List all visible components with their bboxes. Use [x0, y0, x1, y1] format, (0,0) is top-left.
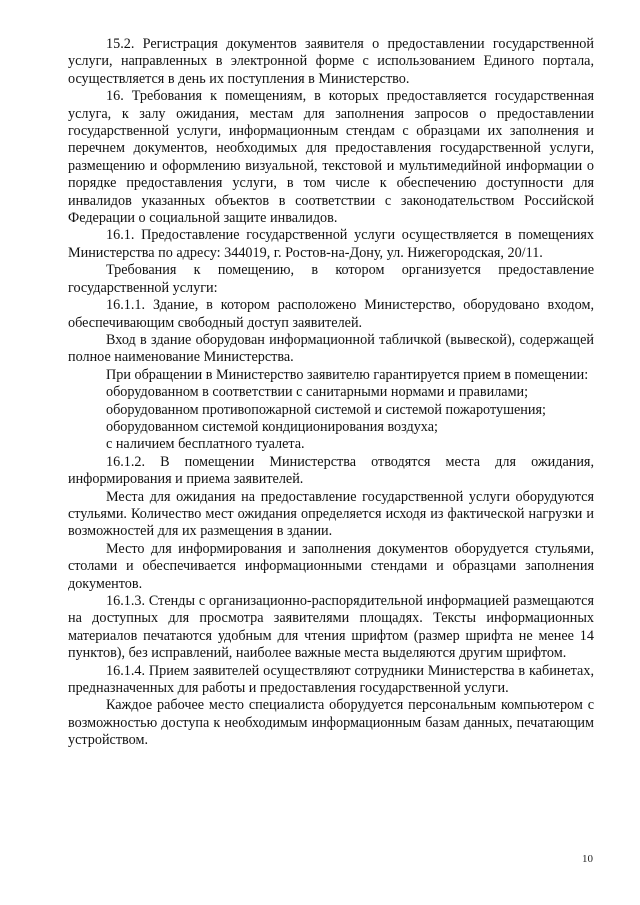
- list-item-fire-system: оборудованном противопожарной системой и системой пожаротушения;: [106, 401, 546, 418]
- paragraph-information-place: Место для информирования и заполнения документов оборудуется стульями, столами и обеспечивается информационными стендами и образцами заполнения документов.: [68, 540, 594, 592]
- paragraph-waiting-places: Места для ожидания на предоставление государственной услуги оборудуются стульями. Количество мест ожидания определяется исходя из фактической нагрузки и возможностей для их размещения в здании.: [68, 488, 594, 540]
- list-item-toilet: с наличием бесплатного туалета.: [106, 436, 305, 453]
- page-number: 10: [582, 853, 593, 865]
- paragraph-16-1-3: 16.1.3. Стенды с организационно-распорядительной информацией размещаются на доступных для просмотра заявителями площадях. Тексты информационных материалов печатаются удобным для чтения шрифтом (размер шрифта не менее 14 пунктов), без исправлений, наиболее важные места выделяются другим шрифтом.: [68, 593, 594, 662]
- paragraph-15-2: 15.2. Регистрация документов заявителя о предоставлении государственной услуги, направленных в электронной форме с использованием Единого портала, осуществляется в день их поступления в Министерство.: [68, 36, 594, 87]
- paragraph-16-1-2: 16.1.2. В помещении Министерства отводятся места для ожидания, информирования и приема заявителей.: [68, 453, 594, 488]
- paragraph-16-1-1: 16.1.1. Здание, в котором расположено Министерство, оборудовано входом, обеспечивающим свободный доступ заявителей.: [68, 297, 594, 331]
- list-item-air-conditioning: оборудованном системой кондиционирования воздуха;: [106, 418, 438, 435]
- paragraph-16: 16. Требования к помещениям, в которых предоставляется государственная услуга, к залу ожидания, местам для заполнения запросов о предоставлении государственной услуги, информационным стендам с образцами их заполнения и перечнем документов, необходимых для предоставления государственной услуги, размещению и оформлению визуальной, текстовой и мультимедийной информации о порядке предоставления услуги, в том числе к обеспечению доступности для инвалидов указанных объектов в соответствии с законодательством Российской Федерации о социальной защите инвалидов.: [68, 88, 594, 227]
- paragraph-16-1: 16.1. Предоставление государственной услуги осуществляется в помещениях Министерства по адресу: 344019, г. Ростов-на-Дону, ул. Нижегородская, 20/11.: [68, 227, 594, 261]
- paragraph-entrance-sign: Вход в здание оборудован информационной табличкой (вывеской), содержащей полное наименование Министерства.: [68, 331, 594, 366]
- paragraph-reception-guarantee: При обращении в Министерство заявителю гарантируется прием в помещении:: [106, 366, 589, 383]
- list-item-sanitary: оборудованном в соответствии с санитарными нормами и правилами;: [106, 384, 529, 401]
- paragraph-workplace: Каждое рабочее место специалиста оборудуется персональным компьютером с возможностью доступа к необходимым информационным базам данных, печатающим устройством.: [68, 697, 594, 749]
- document-body: [68, 36, 594, 750]
- paragraph-requirements: Требования к помещению, в котором организуется предоставление государственной услуги:: [68, 262, 594, 296]
- paragraph-16-1-4: 16.1.4. Прием заявителей осуществляют сотрудники Министерства в кабинетах, предназначенных для работы и предоставления государственной услуги.: [68, 662, 594, 697]
